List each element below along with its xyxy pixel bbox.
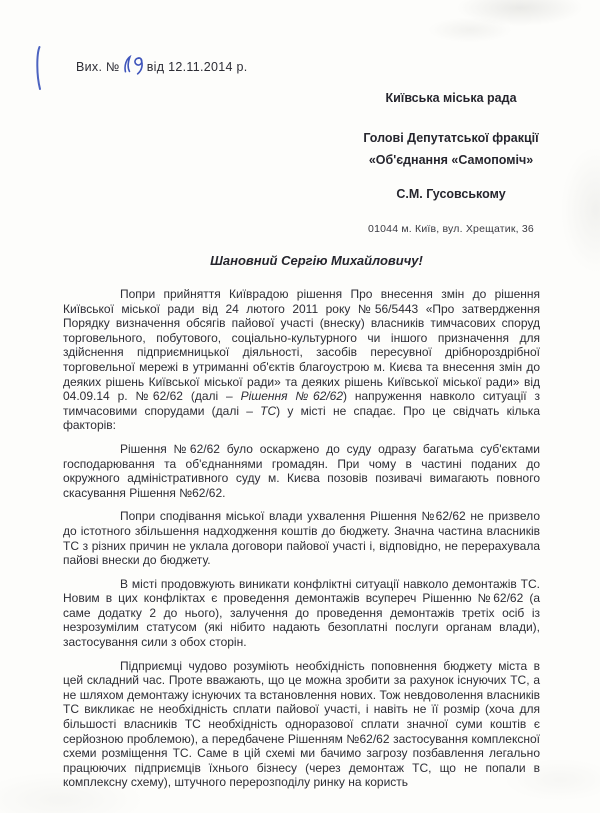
recipient-organization: Київська міська рада [385, 91, 517, 105]
recipient-address: 01044 м. Київ, вул. Хрещатик, 36 [368, 223, 534, 235]
letter-body [63, 287, 540, 799]
pen-bracket-mark-icon [33, 45, 43, 91]
outgoing-number-label: Вих. № [76, 60, 120, 74]
recipient-name: С.М. Гусовському [396, 187, 506, 201]
paragraph-2: Рішення №62/62 було оскаржено до суду одразу багатьма суб'єктами господарювання та об'єднаннями громадян. При чому в частині поданих до окружного адміністративного суду м. Києва позовів позивачі вимагають повного скасування Рішення №62/62. [63, 441, 540, 500]
recipient-block [332, 89, 570, 238]
date-text: від 12.11.2014 р. [146, 60, 248, 74]
paragraph-5: Підприємці чудово розуміють необхідність поповнення бюджету міста в цей складний час. Проте вважають, що це можна зробити за рахунок існуючих ТС, а не шляхом демонтажу існуючих та встановлення нових. Тож невдоволення власників ТС викликає не необхідність сплати пайової участі, і навіть не її розмір (хоча для більшості власників ТС необхідність одноразової сплати значної суми коштів є серйозною проблемою), а передбачене Рішенням №62/62 застосування комплексної схеми розміщення ТС. Саме в цій схемі ми бачимо загрозу позбавлення легально працюючих підприємців їхнього бізнесу (через демонтаж ТС, що не попали в комплексну схему), штучного перерозподілу ринку на користь [63, 658, 540, 790]
paragraph-3: Попри сподівання міської влади ухвалення Рішення №62/62 не призвело до істотного збільшення надходження коштів до бюджету. Значна частина власників ТС з різних причин не уклала договори пайової участі і, відповідно, не перерахувала пайові внески до бюджету. [63, 509, 540, 568]
paragraph-4: В місті продовжують виникати конфліктні ситуації навколо демонтажів ТС. Новим в цих конфліктах є проведення демонтажів всупереч Рішенню №62/62 (а саме додатку 2 до нього), залучення до проведення демонтажів третіх осіб із незрозумілим статусом (які нібито надають безоплатні послуги органам влади), застосування сили з обох сторін. [63, 576, 540, 650]
handwritten-number-icon [119, 53, 150, 77]
salutation: Шановний Сергію Михайловичу! [210, 253, 423, 268]
recipient-position-line2: «Об'єднання «Самопоміч» [368, 153, 534, 167]
recipient-position-line1: Голові Депутатської фракції [363, 131, 539, 145]
recipient-position [332, 127, 570, 171]
paragraph-1: Попри прийняття Київрадою рішення Про внесення змін до рішення Київської міської ради від 24 лютого 2011 року №56/5443 «Про затвердження Порядку визначення обсягів пайової участі (внеску) власників тимчасових споруд торговельного, побутового, соціально-культурного чи іншого призначення для здійснення підприємницької діяльності, засобів пересувної дрібнороздрібної торговельної мережі в утриманні об'єктів благоустрою м. Києва та внесення змін до деяких рішень Київської міської ради» та деяких рішень Київської міської ради» від 04.09.14 р. №62/62 (далі – Рішення №62/62) напруження навколо ситуації з тимчасовими спорудами (далі – ТС) у місті не спадає. Про це свідчать кілька факторів: [63, 287, 540, 433]
reference-line [76, 54, 248, 76]
